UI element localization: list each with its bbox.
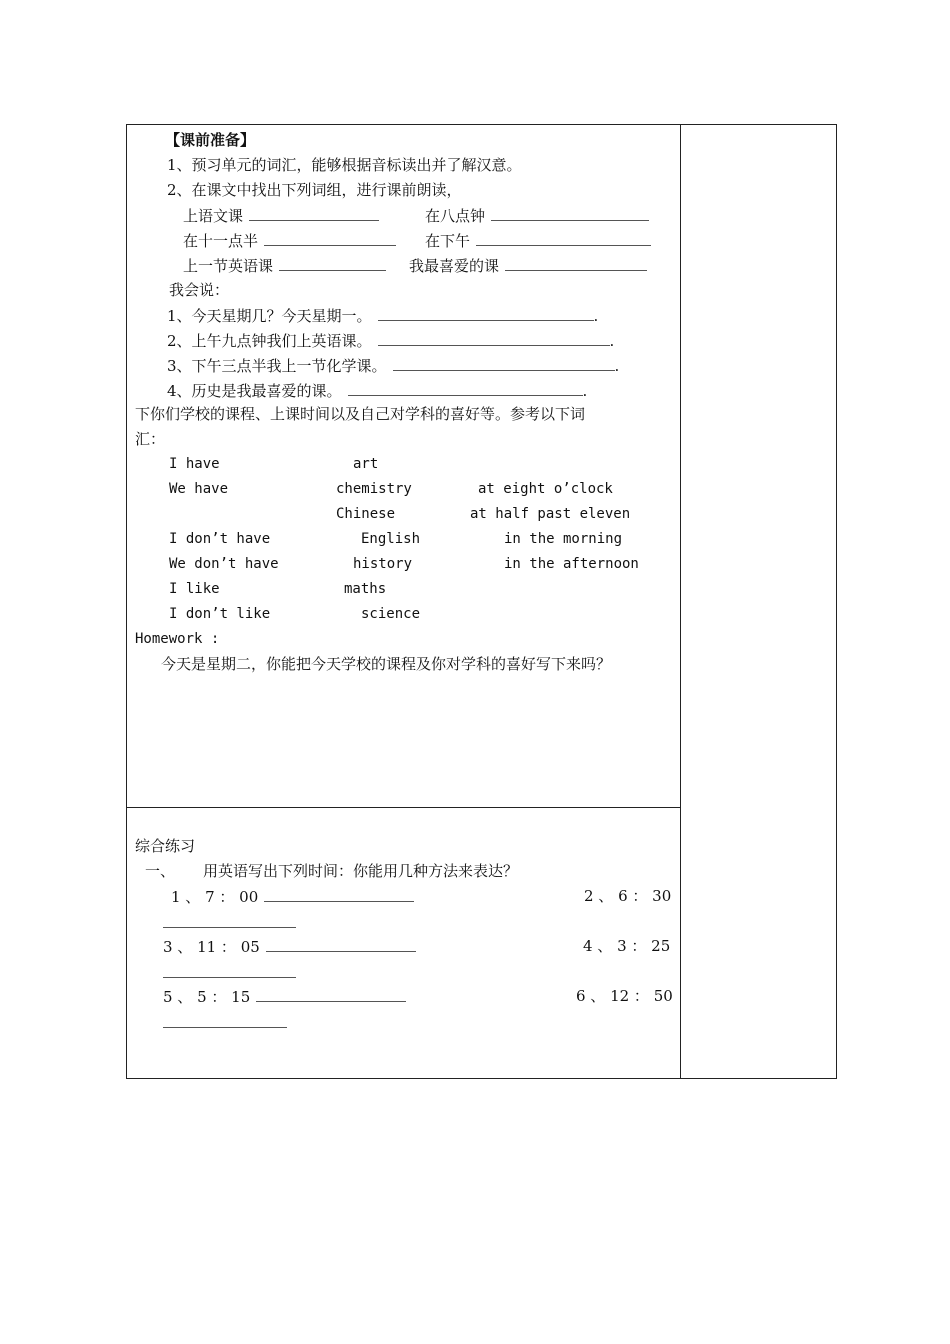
- phrase-3: 在十一点半: [183, 231, 396, 250]
- answer-blank[interactable]: [264, 231, 396, 246]
- vocab-phrase: I don’t have: [169, 531, 271, 547]
- vocab-subject: science: [361, 606, 421, 622]
- vocab-phrase: We have: [169, 481, 229, 497]
- answer-blank[interactable]: [348, 381, 583, 396]
- answer-blank[interactable]: [491, 206, 649, 221]
- phrase-1: 上语文课: [183, 206, 379, 225]
- vocab-time: at half past eleven: [470, 506, 631, 522]
- row-divider: [127, 807, 681, 808]
- answer-blank[interactable]: [256, 987, 406, 1002]
- speak-heading: 我会说：: [169, 281, 230, 299]
- vocab-phrase: I don’t like: [169, 606, 271, 622]
- answer-blank[interactable]: [163, 977, 296, 978]
- answer-blank[interactable]: [264, 887, 414, 902]
- practice-heading: 综合练习: [135, 837, 196, 855]
- vocab-subject: Chinese: [336, 506, 396, 522]
- prep-item-2: 2、在课文中找出下列词组，进行课前朗读，: [167, 181, 462, 199]
- practice-q1-number: 一、: [145, 862, 176, 880]
- phrase-4: 在下午: [425, 231, 651, 250]
- homework-text: 今天是星期二，你能把今天学校的课程及你对学科的喜好写下来吗？: [161, 655, 612, 673]
- vocab-time: at eight o’clock: [478, 481, 613, 497]
- vocab-subject: English: [361, 531, 421, 547]
- answer-blank[interactable]: [476, 231, 651, 246]
- answer-blank[interactable]: [393, 356, 615, 371]
- speak-item-4: 4、历史是我最喜爱的课。 .: [167, 382, 588, 400]
- column-divider: [680, 125, 681, 1078]
- vocab-time: in the morning: [504, 531, 623, 547]
- speak-item-1: 1、今天星期几？今天星期一。 .: [167, 307, 599, 325]
- phrase-6: 我最喜爱的课: [409, 256, 647, 275]
- speak-intro-2: 汇：: [135, 430, 166, 448]
- answer-blank[interactable]: [266, 937, 416, 952]
- answer-blank[interactable]: [505, 256, 647, 271]
- answer-blank[interactable]: [163, 1027, 287, 1028]
- time-item-6: 6 、 12 ： 50: [576, 987, 673, 1005]
- answer-blank[interactable]: [163, 927, 296, 928]
- prep-item-1: 1、预习单元的词汇，能够根据音标读出并了解汉意。: [167, 156, 522, 174]
- answer-blank[interactable]: [279, 256, 386, 271]
- vocab-subject: art: [353, 456, 379, 472]
- phrase-5: 上一节英语课: [183, 256, 386, 275]
- time-item-4: 4 、 3 ： 25: [583, 937, 671, 955]
- time-item-1: 1 、 7 ： 00: [171, 887, 414, 906]
- lesson-table: [126, 124, 837, 1079]
- vocab-subject: chemistry: [336, 481, 412, 497]
- answer-blank[interactable]: [378, 331, 610, 346]
- vocab-phrase: I like: [169, 581, 220, 597]
- time-item-5: 5 、 5 ： 15: [163, 987, 406, 1006]
- homework-label: Homework :: [135, 631, 220, 647]
- speak-item-2: 2、上午九点钟我们上英语课。 .: [167, 332, 615, 350]
- vocab-phrase: We don’t have: [169, 556, 279, 572]
- answer-blank[interactable]: [378, 306, 594, 321]
- vocab-time: in the afternoon: [504, 556, 639, 572]
- vocab-subject: history: [353, 556, 413, 572]
- vocab-subject: maths: [344, 581, 387, 597]
- practice-q1: 用英语写出下列时间：你能用几种方法来表达？: [203, 862, 519, 880]
- vocab-phrase: I have: [169, 456, 220, 472]
- prep-heading: 【课前准备】: [165, 131, 256, 149]
- phrase-2: 在八点钟: [425, 206, 649, 225]
- time-item-3: 3 、 11 ： 05: [163, 937, 416, 956]
- speak-item-3: 3、下午三点半我上一节化学课。 .: [167, 357, 620, 375]
- time-item-2: 2 、 6 ： 30: [584, 887, 672, 905]
- speak-intro-1: 下你们学校的课程、上课时间以及自己对学科的喜好等。参考以下词: [135, 405, 586, 423]
- answer-blank[interactable]: [249, 206, 379, 221]
